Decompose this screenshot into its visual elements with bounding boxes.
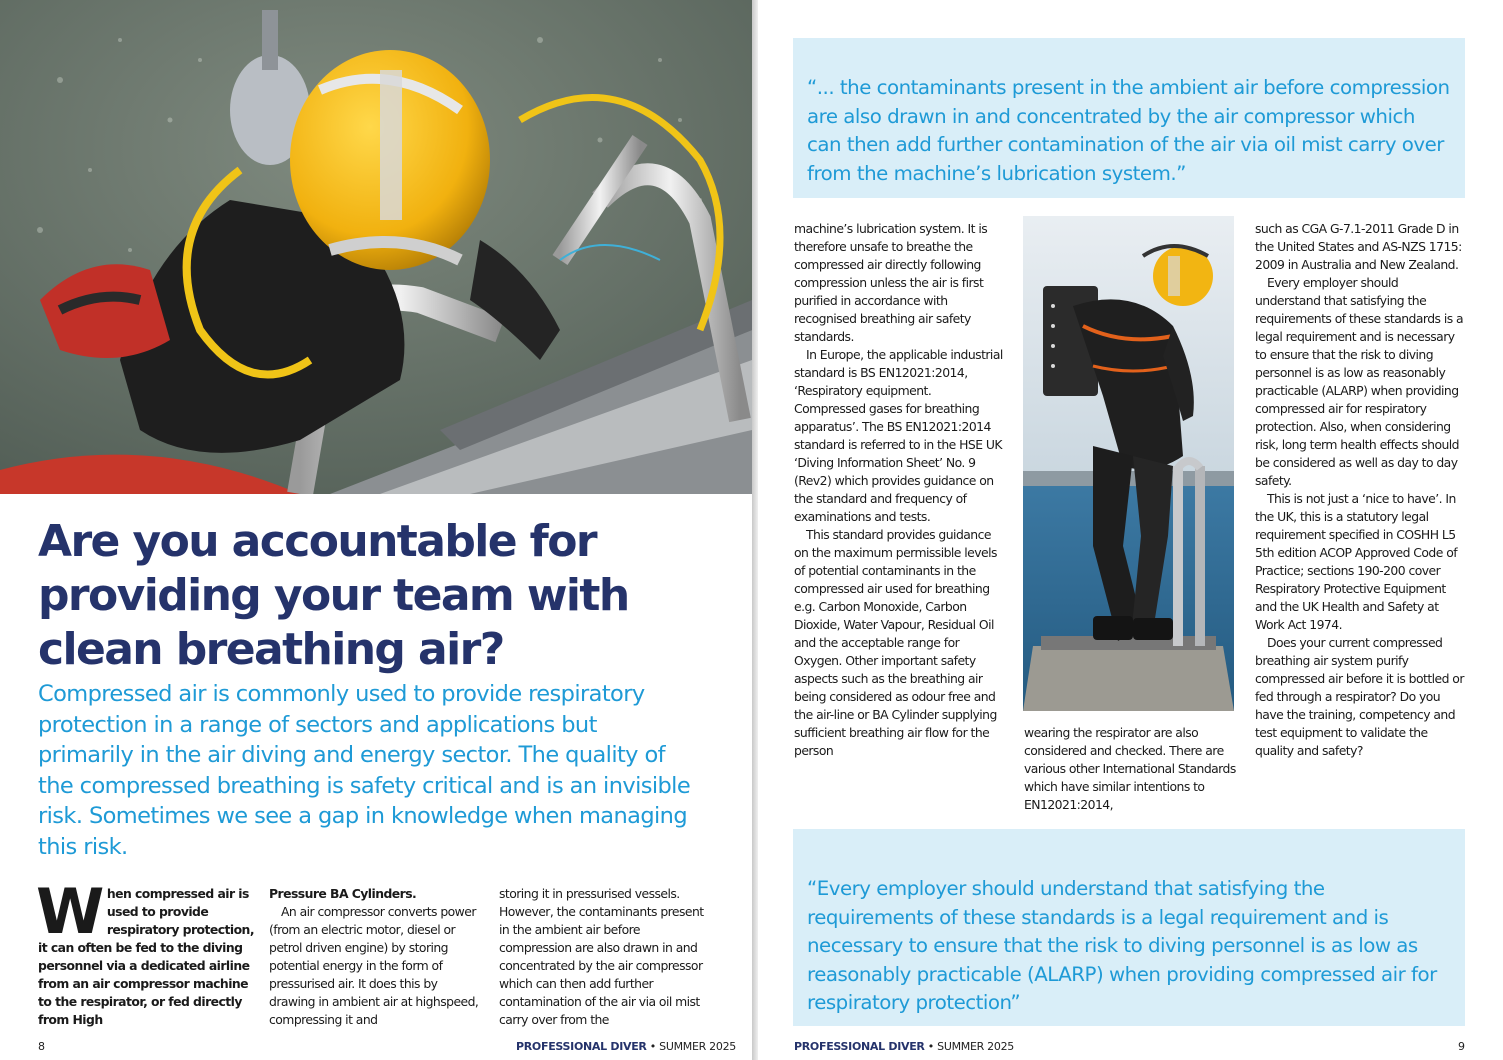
footer-issue: • SUMMER 2025 [924,1040,1014,1053]
body-column-2 [269,885,481,1029]
drop-cap: W [36,875,104,948]
paragraph: Pressure BA Cylinders. [269,886,417,901]
body-column-4 [794,220,1006,760]
diver-on-ladder-photo [1023,216,1234,711]
article-standfirst: Compressed air is commonly used to provide respiratory protection in a range of sectors and applications but primarily in the air diving and energy sector. The quality of the compressed breathing is safety critical and is an invisible risk. Sometimes we see a gap in knowledge when managing this risk. [38,681,691,860]
footer-brand: PROFESSIONAL DIVER [516,1040,647,1053]
paragraph: In Europe, the applicable industrial standard is BS EN12021:2014, ‘Respiratory equipment. Compressed gases for breathing apparatus’. The BS EN12021:2014 standard is referred to in the HSE UK ‘Diving Information Sheet’ No. 9 (Rev2) which provides guidance on the standard and frequency of examinations and tests. [794,347,1003,524]
body-column-1 [36,875,254,1029]
body-column-6 [1255,220,1467,760]
page-number-left: 8 [38,1040,45,1053]
paragraph: such as CGA G-7.1-2011 Grade D in the United States and AS-NZS 1715: 2009 in Australia and New Zealand. [1255,221,1462,272]
paragraph: This standard provides guidance on the maximum permissible levels of potential contaminants in the compressed air used for breathing e.g. Carbon Monoxide, Carbon Dioxide, Water Vapour, Residual Oil and the acceptable range for Oxygen. Other important safety aspects such as the breathing air being considered as odour free and the air-line or BA Cylinder supplying sufficient breathing air flow for the person [794,527,997,758]
pull-quote-bottom: “Every employer should understand that satisfying the requirements of these standards is a legal requirement and is necessary to ensure that the risk to diving personnel is as low as reasonably practicable (ALARP) when providing compressed air for respiratory protection” [793,829,1465,1026]
article-headline: Are you accountable for providing your team with clean breathing air? [38,516,629,675]
paragraph: Every employer should understand that satisfying the requirements of these standards is a legal requirement and is necessary to ensure that the risk to diving personnel is as low as reasonably practicable (ALARP) when providing compressed air for respiratory protection. Also, when considering risk, long term health effects should be considered as well as day to day safety. [1255,275,1464,488]
diver-helmet-photo [0,0,752,494]
body-column-5 [1024,724,1238,814]
right-page [758,0,1503,1060]
paragraph: Does your current compressed breathing air system purify compressed air before it is bottled or fed through a respirator? Do you have the training, competency and test equipment to validate the quality and safety? [1255,635,1464,758]
body-column-3 [499,885,713,1029]
paragraph: machine’s lubrication system. It is therefore unsafe to breathe the compressed air directly following compression unless the air is first purified in accordance with recognised breathing air safety standards. [794,221,988,344]
footer-issue: • SUMMER 2025 [646,1040,736,1053]
lead-paragraph: hen compressed air is used to provide respiratory protection, it can often be fed to the diving personnel via a dedicated airline from an air compressor machine to the respirator, or fed directly from High [38,886,254,1027]
pull-quote-top: “... the contaminants present in the ambient air before compression are also drawn in and concentrated by the air compressor which can then add further contamination of the air via oil mist carry over from the machine’s lubrication system.” [793,38,1465,198]
paragraph: wearing the respirator are also considered and checked. There are various other International Standards which have similar intentions to EN12021:2014, [1024,725,1236,812]
paragraph: This is not just a ‘nice to have’. In the UK, this is a statutory legal requirement specified in COSHH L5 5th edition ACOP Approved Code of Practice; sections 190-200 cover Respiratory Protective Equipment and the UK Health and Safety at Work Act 1974. [1255,491,1458,632]
paragraph: An air compressor converts power (from an electric motor, diesel or petrol driven engine) by storing potential energy in the form of pressurised air. It does this by drawing in ambient air at highspeed, compressing it and [269,904,479,1027]
footer-brand: PROFESSIONAL DIVER [794,1040,925,1053]
footer-right [794,1040,1014,1053]
page-number-right: 9 [1458,1040,1465,1053]
paragraph: storing it in pressurised vessels. However, the contaminants present in the ambient air before compression are also drawn in and concentrated by the air compressor which can then add further contamination of the air via oil mist carry over from the [499,886,704,1027]
footer-left [516,1040,736,1053]
